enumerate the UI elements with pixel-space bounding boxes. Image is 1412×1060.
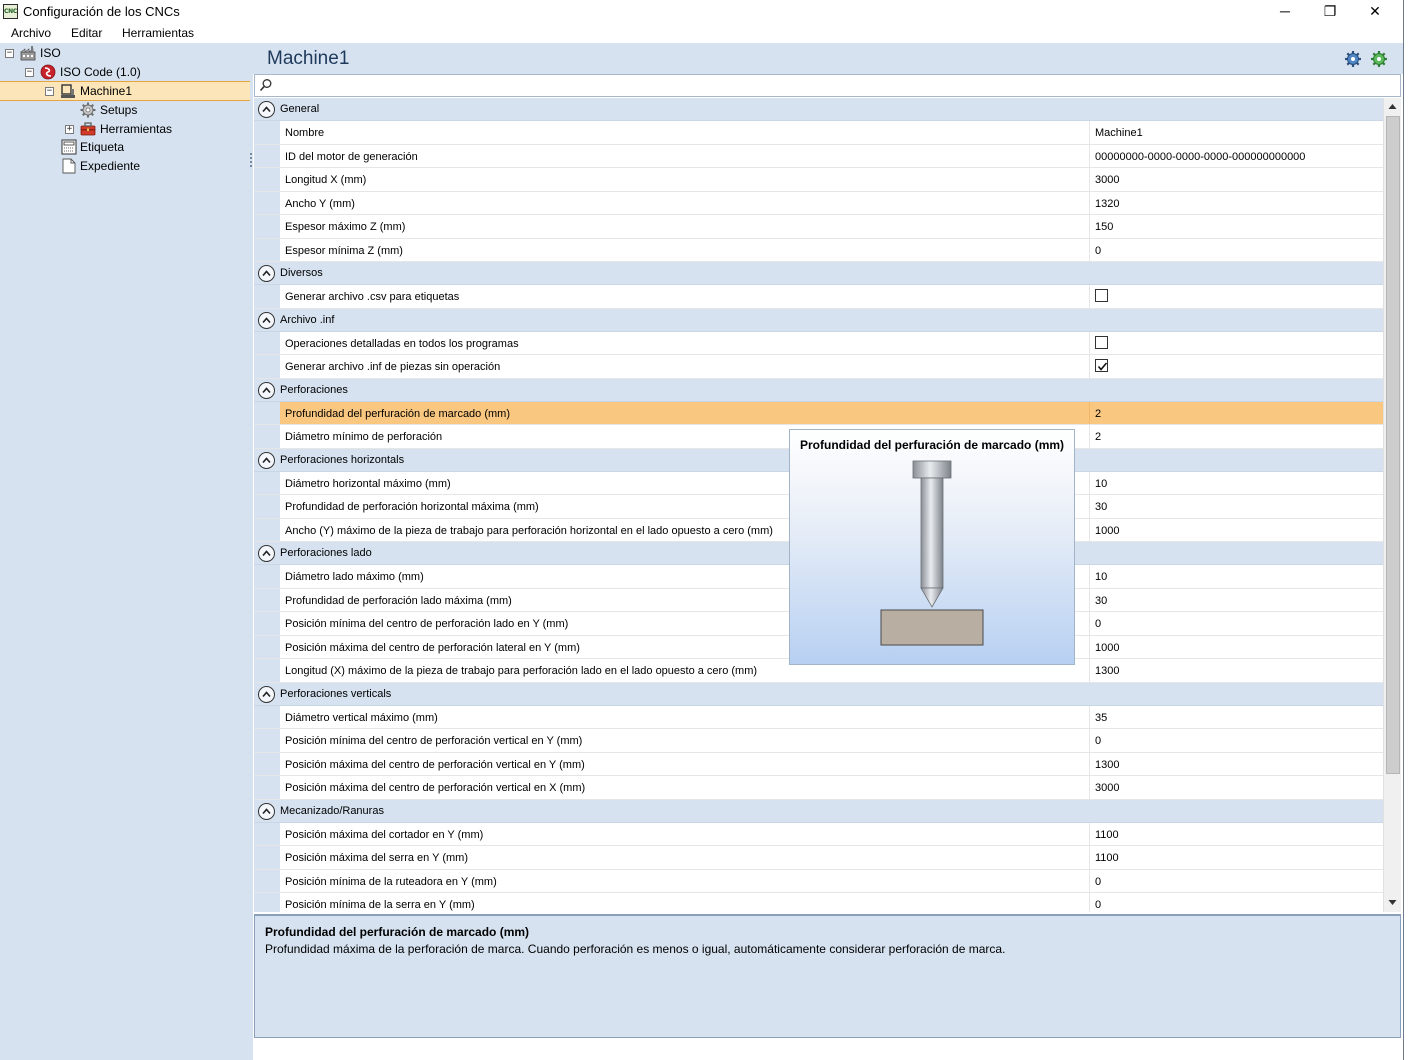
property-checkbox[interactable]	[1095, 359, 1108, 372]
category-label: Archivo .inf	[280, 313, 335, 326]
property-name: Operaciones detalladas en todos los programas	[285, 337, 519, 350]
search-icon	[259, 78, 273, 92]
category-row[interactable]	[254, 683, 1383, 706]
property-row[interactable]	[254, 893, 1383, 912]
category-row[interactable]	[254, 379, 1383, 402]
property-row[interactable]	[254, 332, 1383, 356]
property-value[interactable]: 0	[1089, 239, 1383, 262]
collapse-category-icon[interactable]	[258, 686, 275, 703]
toolbox-icon	[80, 121, 96, 137]
label-icon	[61, 139, 77, 155]
minimize-button[interactable]: ─	[1280, 3, 1290, 19]
category-row[interactable]	[254, 309, 1383, 332]
property-value[interactable]: 10	[1089, 565, 1383, 588]
row-gutter	[254, 355, 280, 378]
tree-node-etiqueta[interactable]	[0, 138, 250, 156]
property-row[interactable]	[254, 192, 1383, 216]
collapse-category-icon[interactable]	[258, 382, 275, 399]
apply-gear-icon[interactable]	[1370, 50, 1388, 68]
property-value[interactable]: 3000	[1089, 168, 1383, 191]
property-name: Nombre	[285, 127, 325, 139]
scroll-thumb[interactable]	[1386, 116, 1400, 774]
collapse-category-icon[interactable]	[258, 545, 275, 562]
window-border	[1403, 0, 1404, 1060]
collapse-category-icon[interactable]	[258, 452, 275, 469]
row-gutter	[254, 870, 280, 893]
property-value[interactable]: 1300	[1089, 753, 1383, 776]
property-value[interactable]: 1320	[1089, 192, 1383, 215]
property-value[interactable]: 1300	[1089, 659, 1383, 682]
tree-label-expediente: Expediente	[80, 159, 141, 173]
tree-panel	[0, 43, 253, 1060]
property-value[interactable]: Machine1	[1089, 121, 1383, 144]
property-name: Espesor mínima Z (mm)	[285, 244, 403, 257]
property-value[interactable]: 2	[1089, 425, 1383, 448]
menu-bar	[0, 23, 1404, 43]
property-row[interactable]	[254, 870, 1383, 894]
property-name: Posición máxima del centro de perforación vertical en X (mm)	[285, 782, 586, 794]
document-icon	[61, 158, 77, 174]
row-gutter	[254, 519, 280, 542]
category-label: Mecanizado/Ranuras	[280, 804, 384, 817]
row-gutter	[254, 659, 280, 682]
property-value[interactable]: 00000000-0000-0000-0000-000000000000	[1089, 145, 1383, 168]
description-panel	[254, 914, 1401, 1038]
property-name: Diámetro mínimo de perforación	[285, 431, 443, 443]
property-value[interactable]	[1089, 332, 1383, 355]
property-name: Generar archivo .csv para etiquetas	[285, 291, 460, 303]
restore-button[interactable]: ❐	[1323, 3, 1337, 19]
tree-label-herramientas: Herramientas	[100, 122, 173, 136]
row-gutter	[254, 168, 280, 191]
row-gutter	[254, 706, 280, 729]
row-gutter	[254, 472, 280, 495]
row-gutter	[254, 612, 280, 635]
menu-archivo[interactable]: Archivo	[11, 26, 52, 40]
row-gutter	[254, 215, 280, 238]
row-gutter	[254, 565, 280, 588]
tree-node-setups[interactable]	[0, 101, 250, 119]
property-name: Ancho (Y) máximo de la pieza de trabajo para perforación horizontal en el lado opuesto a cero (mm)	[285, 524, 773, 537]
tree-node-expediente[interactable]	[0, 157, 250, 175]
property-value[interactable]	[1089, 285, 1383, 308]
property-checkbox[interactable]	[1095, 336, 1108, 349]
property-name: Longitud (X) máximo de la pieza de trabajo para perforación lado en el lado opuesto a cero (mm)	[285, 665, 758, 677]
row-gutter	[254, 332, 280, 355]
row-gutter	[254, 823, 280, 846]
collapse-icon[interactable]: −	[26, 67, 33, 77]
property-value[interactable]: 0	[1089, 729, 1383, 752]
app-icon: CNC	[3, 4, 18, 19]
collapse-category-icon[interactable]	[258, 312, 275, 329]
editor-header	[253, 43, 1403, 74]
title-bar	[0, 0, 1404, 23]
property-checkbox[interactable]	[1095, 289, 1108, 302]
row-gutter	[254, 729, 280, 752]
menu-herramientas[interactable]: Herramientas	[122, 26, 195, 40]
property-value[interactable]: 0	[1089, 612, 1383, 635]
property-name: Diámetro horizontal máximo (mm)	[285, 477, 451, 490]
tree-node-machine1[interactable]	[0, 82, 250, 100]
property-value[interactable]: 30	[1089, 495, 1383, 518]
property-value[interactable]: 0	[1089, 870, 1383, 893]
category-label: General	[280, 103, 320, 115]
property-name: Profundidad de perforación horizontal máxima (mm)	[285, 501, 539, 513]
category-row[interactable]	[254, 262, 1383, 285]
property-tooltip	[789, 429, 1075, 665]
bottom-strip	[253, 1038, 1403, 1060]
property-value[interactable]: 0	[1089, 893, 1383, 912]
tree-node-herramientas[interactable]	[0, 120, 250, 138]
property-name: Posición máxima del cortador en Y (mm)	[285, 828, 484, 841]
property-row[interactable]	[254, 355, 1383, 379]
row-gutter	[254, 776, 280, 799]
splitter-grip[interactable]	[249, 151, 253, 171]
property-row[interactable]	[254, 215, 1383, 239]
tree-label-machine1: Machine1	[80, 84, 133, 98]
grid-scrollbar[interactable]	[1383, 98, 1401, 912]
property-row[interactable]	[254, 402, 1383, 426]
factory-icon	[20, 45, 36, 61]
property-row[interactable]	[254, 168, 1383, 192]
iso-code-icon	[40, 64, 56, 80]
tooltip-title: Profundidad del perfuración de marcado (mm)	[800, 438, 1065, 452]
row-gutter	[254, 589, 280, 612]
property-row[interactable]	[254, 753, 1383, 777]
property-name: Posición máxima del centro de perforación lateral en Y (mm)	[285, 641, 580, 654]
property-value[interactable]: 35	[1089, 706, 1383, 729]
tree-node-iso-code[interactable]	[0, 63, 250, 81]
category-row[interactable]	[254, 800, 1383, 823]
property-name: Posición mínima del centro de perforación lado en Y (mm)	[285, 618, 569, 630]
category-label: Diversos	[280, 267, 323, 279]
scroll-up-icon[interactable]	[1384, 98, 1401, 115]
property-row[interactable]	[254, 706, 1383, 730]
property-name: Espesor máximo Z (mm)	[285, 221, 406, 233]
property-row[interactable]	[254, 729, 1383, 753]
property-row[interactable]	[254, 846, 1383, 870]
search-input[interactable]	[254, 74, 1401, 97]
property-row[interactable]	[254, 776, 1383, 800]
property-name: Profundidad del perfuración de marcado (mm)	[285, 407, 511, 420]
category-row[interactable]	[254, 98, 1383, 121]
property-value[interactable]: 3000	[1089, 776, 1383, 799]
property-row[interactable]	[254, 121, 1383, 145]
category-label: Perforaciones lado	[280, 547, 372, 559]
window-title: Configuración de los CNCs	[23, 4, 180, 19]
collapse-category-icon[interactable]	[258, 101, 275, 118]
row-gutter	[254, 636, 280, 659]
category-label: Perforaciones verticals	[280, 687, 392, 700]
collapse-category-icon[interactable]	[258, 803, 275, 820]
row-gutter	[254, 402, 280, 425]
property-row[interactable]	[254, 145, 1383, 169]
property-value[interactable]: 30	[1089, 589, 1383, 612]
row-gutter	[254, 495, 280, 518]
property-name: ID del motor de generación	[285, 150, 418, 163]
category-label: Perforaciones	[280, 383, 348, 396]
tree-label-iso-code: ISO Code (1.0)	[60, 65, 141, 79]
settings-gear-icon[interactable]	[1344, 50, 1362, 68]
collapse-icon[interactable]: −	[6, 48, 13, 58]
checkmark-icon	[1096, 360, 1109, 373]
property-row[interactable]	[254, 285, 1383, 309]
row-gutter	[254, 145, 280, 168]
property-name: Posición mínima del centro de perforación vertical en Y (mm)	[285, 735, 583, 747]
property-name: Ancho Y (mm)	[285, 197, 355, 210]
property-value[interactable]: 1100	[1089, 823, 1383, 846]
property-name: Diámetro vertical máximo (mm)	[285, 711, 438, 724]
row-gutter	[254, 425, 280, 448]
property-row[interactable]	[254, 239, 1383, 263]
tree-node-iso[interactable]	[0, 44, 250, 62]
property-name: Posición mínima de la ruteadora en Y (mm)	[285, 875, 497, 888]
property-name: Generar archivo .inf de piezas sin operación	[285, 361, 501, 373]
page-title: Machine1	[267, 48, 350, 69]
property-value[interactable]: 1000	[1089, 519, 1383, 542]
property-value[interactable]	[1089, 355, 1383, 378]
row-gutter	[254, 192, 280, 215]
property-name: Longitud X (mm)	[285, 174, 367, 186]
tree-label-etiqueta: Etiqueta	[80, 140, 125, 154]
description-text: Profundidad máxima de la perforación de marca. Cuando perforación es menos o igual, automáticamente considerar perforación de marca.	[265, 942, 1006, 956]
drill-bit-illustration	[790, 430, 1076, 666]
tree-label-setups: Setups	[100, 103, 138, 117]
row-gutter	[254, 753, 280, 776]
row-gutter	[254, 846, 280, 869]
row-gutter	[254, 285, 280, 308]
description-title: Profundidad del perfuración de marcado (mm)	[265, 925, 530, 939]
menu-editar[interactable]: Editar	[71, 26, 103, 40]
expand-icon[interactable]: +	[66, 124, 73, 134]
category-label: Perforaciones horizontals	[280, 453, 405, 466]
collapse-category-icon[interactable]	[258, 265, 275, 282]
property-value[interactable]: 1100	[1089, 846, 1383, 869]
property-value[interactable]: 1000	[1089, 636, 1383, 659]
gear-icon	[80, 102, 96, 118]
property-value[interactable]: 150	[1089, 215, 1383, 238]
property-name: Posición mínima de la serra en Y (mm)	[285, 899, 475, 911]
collapse-icon[interactable]: −	[46, 86, 53, 96]
property-name: Posición máxima del centro de perforación vertical en Y (mm)	[285, 758, 585, 771]
tree-label-iso: ISO	[40, 46, 61, 60]
row-gutter	[254, 239, 280, 262]
machine-icon	[60, 83, 76, 99]
property-name: Profundidad de perforación lado máxima (mm)	[285, 594, 512, 607]
property-value[interactable]: 2	[1089, 402, 1383, 425]
property-row[interactable]	[254, 823, 1383, 847]
row-gutter	[254, 893, 280, 912]
close-button[interactable]: ✕	[1369, 3, 1381, 19]
property-name: Posición máxima del serra en Y (mm)	[285, 852, 468, 864]
property-value[interactable]: 10	[1089, 472, 1383, 495]
property-name: Diámetro lado máximo (mm)	[285, 571, 424, 583]
row-gutter	[254, 121, 280, 144]
scroll-down-icon[interactable]	[1384, 894, 1401, 911]
